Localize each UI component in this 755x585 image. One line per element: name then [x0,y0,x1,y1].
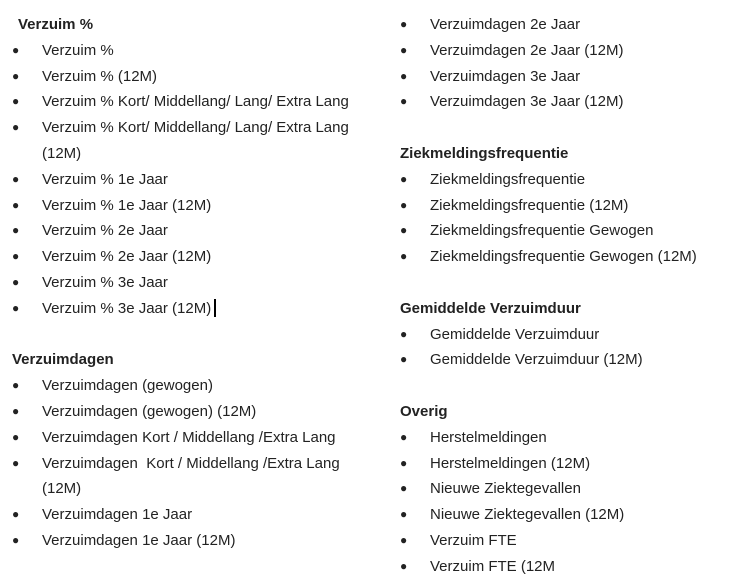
bullet-icon: ● [12,532,20,547]
bullet-icon: ● [400,558,408,573]
list-item-text: Verzuimdagen 3e Jaar [430,67,581,85]
bullet-icon: ● [400,68,408,83]
section-verzuimdagen [12,347,382,553]
section-spacer [400,373,750,399]
bullet-icon: ● [12,197,20,212]
list-item-text: Ziekmeldingsfrequentie Gewogen (12M) [430,248,697,266]
bullet-icon: ● [400,94,408,109]
list-item [12,425,382,451]
bullet-icon: ● [12,171,20,186]
list-item [400,38,750,64]
list-item [400,347,750,373]
list-item-text: Herstelmeldingen (12M) [430,454,591,472]
list-item-text: Verzuim % 2e Jaar (12M) [42,248,212,266]
section-heading: Ziekmeldingsfrequentie [400,144,569,162]
list-item-text: Gemiddelde Verzuimduur [430,325,600,343]
bullet-icon: ● [400,481,408,496]
bullet-icon: ● [400,352,408,367]
section-heading: Verzuimdagen [12,351,114,369]
list-item-text: Gemiddelde Verzuimduur (12M) [430,351,643,369]
section-spacer [12,322,382,348]
list-item [400,244,750,270]
list-item-text: Herstelmeldingen [430,428,547,446]
section-overig [400,399,750,580]
list-item [400,476,750,502]
list-item [12,167,382,193]
list-item-text: Verzuimdagen 3e Jaar (12M) [430,93,624,111]
list-item [400,554,750,580]
list-item-text: Verzuim % 1e Jaar (12M) [42,196,212,214]
list-item-text: Verzuimdagen (gewogen) [42,377,213,395]
section-heading: Verzuim % [18,16,94,33]
list-item [400,528,750,554]
list-item [400,64,750,90]
list-item-text: Verzuimdagen (gewogen) (12M) [42,402,257,420]
list-item-text: Verzuimdagen 2e Jaar (12M) [430,41,624,59]
section-verzuim [12,12,382,322]
list-item [400,218,750,244]
list-item-text: Ziekmeldingsfrequentie Gewogen [430,222,654,240]
list-item [12,528,382,554]
bullet-icon: ● [12,300,20,315]
bullet-icon: ● [12,94,20,109]
list-item [12,296,382,322]
list-item-text: Verzuim % 3e Jaar (12M) [42,299,212,317]
list-item [12,502,382,528]
list-item [12,218,382,244]
list-item-text: Verzuimdagen Kort / Middellang /Extra Lang [42,428,336,446]
bullet-icon: ● [12,403,20,418]
list-item [400,89,750,115]
list-item [400,502,750,528]
list-item [12,89,382,115]
bullet-icon: ● [12,223,20,238]
section-heading: Overig [400,402,448,420]
section-ziekmeldingsfrequentie [400,141,750,270]
bullet-icon: ● [400,429,408,444]
bullet-icon: ● [12,429,20,444]
list-item [400,12,750,38]
list-item-text: Ziekmeldingsfrequentie (12M) [430,196,629,214]
section-gemiddelde-verzuimduur [400,296,750,373]
bullet-icon: ● [12,378,20,393]
list-item-text: Verzuim FTE [430,531,517,549]
list-item [12,115,382,167]
list-item-text: Verzuimdagen 2e Jaar [430,16,581,33]
list-item-text: Verzuim % Kort/ Middellang/ Lang/ Extra Lang [42,93,349,111]
list-item [400,322,750,348]
list-item [12,244,382,270]
bullet-icon: ● [12,120,20,135]
bullet-icon: ● [400,42,408,57]
section-heading: Gemiddelde Verzuimduur [400,299,581,317]
list-item [400,451,750,477]
list-item [12,64,382,90]
list-item [12,373,382,399]
list-item-text: Verzuim % 3e Jaar [42,273,168,291]
bullet-icon: ● [400,171,408,186]
section-spacer [400,115,750,141]
list-item-text: Nieuwe Ziektegevallen [430,480,581,498]
list-item-text: Verzuimdagen Kort / Middellang /Extra Lang (12M) [42,454,344,498]
right-column [400,12,750,580]
list-item-text: Verzuimdagen 1e Jaar (12M) [42,531,236,549]
bullet-icon: ● [12,249,20,264]
list-item [12,270,382,296]
bullet-icon: ● [400,197,408,212]
list-item-text: Verzuim % (12M) [42,67,158,85]
list-item-text: Verzuimdagen 1e Jaar [42,506,193,524]
section-spacer [400,270,750,296]
list-item [12,38,382,64]
section-continued [400,12,750,115]
list-item-text: Verzuim % 2e Jaar [42,222,168,240]
list-item-text: Verzuim % [42,41,114,59]
list-item [400,193,750,219]
bullet-icon: ● [400,223,408,238]
list-item [400,425,750,451]
bullet-icon: ● [400,455,408,470]
bullet-icon: ● [400,507,408,522]
bullet-icon: ● [400,532,408,547]
list-item-text: Nieuwe Ziektegevallen (12M) [430,506,625,524]
bullet-icon: ● [400,326,408,341]
list-item [12,451,382,503]
list-item-text: Verzuim % 1e Jaar [42,170,168,188]
bullet-icon: ● [12,274,20,289]
list-item [12,193,382,219]
list-item [12,399,382,425]
left-column [12,12,382,554]
bullet-icon: ● [400,17,408,31]
list-item-text: Verzuim % Kort/ Middellang/ Lang/ Extra Lang (12M) [42,119,354,162]
list-item-text: Verzuim FTE (12M [430,557,556,575]
list-item [400,167,750,193]
bullet-icon: ● [12,42,20,57]
list-item-text: Ziekmeldingsfrequentie [430,170,586,188]
bullet-icon: ● [12,455,20,470]
bullet-icon: ● [12,68,20,83]
bullet-icon: ● [400,249,408,264]
bullet-icon: ● [12,507,20,522]
text-cursor [214,299,216,317]
